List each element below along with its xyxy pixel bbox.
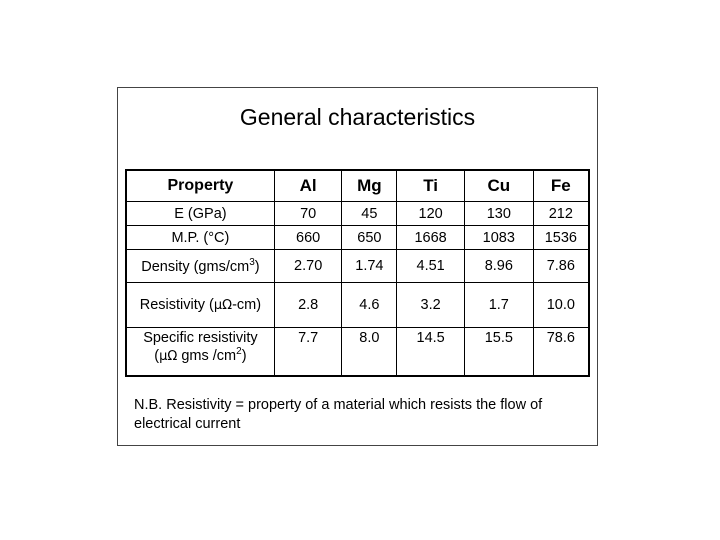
footnote: N.B. Resistivity = property of a material which resists the flow of electrical current <box>134 397 543 432</box>
value-cell: 45 <box>342 202 397 226</box>
value-cell: 1.74 <box>342 250 397 283</box>
table-header-row <box>126 170 589 202</box>
value-cell: 10.0 <box>533 283 589 328</box>
table-row <box>126 283 589 328</box>
value-cell: 78.6 <box>533 328 589 377</box>
slide-title: General characteristics <box>239 104 476 130</box>
value-cell: 7.86 <box>533 250 589 283</box>
slide <box>117 87 598 446</box>
value-cell: 4.51 <box>397 250 465 283</box>
value-cell: 660 <box>274 226 342 250</box>
value-cell: 2.8 <box>274 283 342 328</box>
value-cell: 212 <box>533 202 589 226</box>
value-cell: 14.5 <box>397 328 465 377</box>
header-ti: Ti <box>397 170 465 202</box>
header-al: Al <box>274 170 342 202</box>
value-cell: 2.70 <box>274 250 342 283</box>
property-cell: Density $(gms/cm^3)$ <box>126 250 274 283</box>
table-row <box>126 202 589 226</box>
property-cell: M.P. (°C) <box>126 226 274 250</box>
header-fe: Fe <box>533 170 589 202</box>
header-mg: Mg <box>342 170 397 202</box>
header-property: Property <box>126 170 274 202</box>
value-cell: 650 <box>342 226 397 250</box>
value-cell: 130 <box>464 202 533 226</box>
value-cell: 8.0 <box>342 328 397 377</box>
value-cell: 1668 <box>397 226 465 250</box>
table-row <box>126 250 589 283</box>
value-cell: 8.96 <box>464 250 533 283</box>
table-row <box>126 226 589 250</box>
value-cell: 70 <box>274 202 342 226</box>
property-cell: E (GPa) <box>126 202 274 226</box>
value-cell: 120 <box>397 202 465 226</box>
property-cell: Resistivity (μΩ-cm) <box>126 283 274 328</box>
property-cell: Specific resistivity (μΩ gms $/cm^2$) <box>126 328 274 377</box>
value-cell: 1.7 <box>464 283 533 328</box>
value-cell: 4.6 <box>342 283 397 328</box>
value-cell: 15.5 <box>464 328 533 377</box>
value-cell: 1536 <box>533 226 589 250</box>
value-cell: 3.2 <box>397 283 465 328</box>
value-cell: 7.7 <box>274 328 342 377</box>
table-row <box>126 328 589 377</box>
header-cu: Cu <box>464 170 533 202</box>
value-cell: 1083 <box>464 226 533 250</box>
properties-table <box>125 169 590 377</box>
